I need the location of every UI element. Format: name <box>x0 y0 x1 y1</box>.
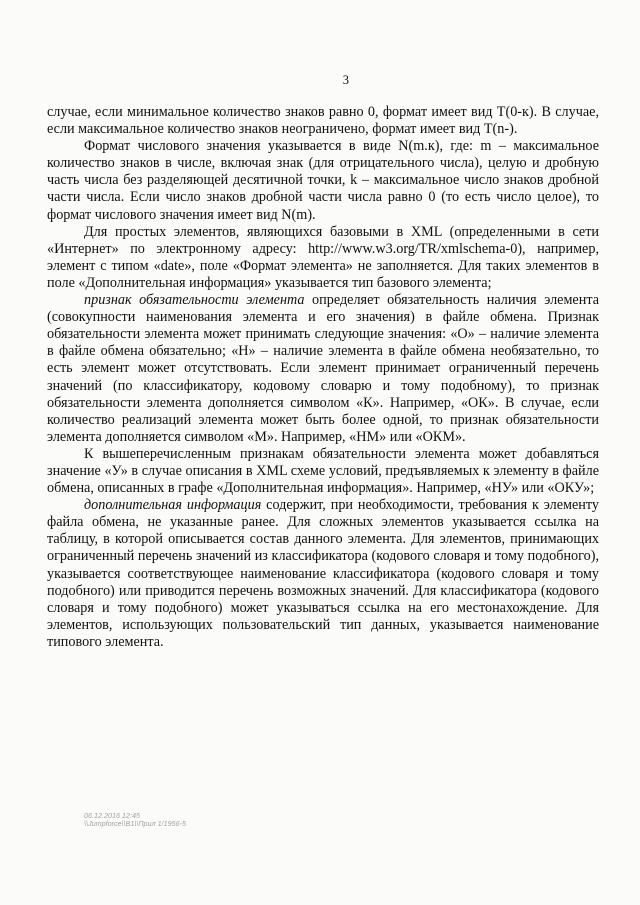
footer-file-path: \\Jumpforce\\В1\\Прил 1/1956-5 <box>84 819 186 829</box>
definition-additional-info: содержит, при необходимости, требования к элементу файла обмена, не указанные ранее. Для сложных элементов указывается ссылка на таблицу, в которой описывается состав данного элемента. Для элементов, принимающих ограниченный перечень значений из классификатора (кодового словаря и тому подобного), указывается соответствующее наименование классификатора (кодового словаря и тому подобного) или приводится перечень возможных значений. Для классификатора (кодового словаря и тому подобного) может указываться ссылка на его местонахождение. Для элементов, использующих пользовательский тип данных, указывается наименование типового элемента. <box>47 497 599 650</box>
paragraph-simple-elements: Для простых элементов, являющихся базовыми в XML (определенными в сети «Интернет» по электронному адресу: http://www.w3.org/TR/xmlschema-0), например, элемент с типом «date», поле «Формат элемента» не заполняется. Для таких элементов в поле «Дополнительная информация» указывается тип базового элемента; <box>47 223 599 291</box>
term-required-flag: признак обязательности элемента <box>84 292 305 309</box>
paragraph-conditional-flag: К вышеперечисленным признакам обязательности элемента может добавляться значение «У» в случае описания в XML схеме условий, предъявляемых к элементу в файле обмена, описанных в графе «Дополнительная информация». Например, «НУ» или «ОКУ»; <box>47 445 599 497</box>
document-body <box>47 104 599 651</box>
page-number: 3 <box>342 73 350 87</box>
footer-timestamp: 06.12.2016 12:45 <box>84 811 140 820</box>
paragraph-text-format-continuation: случае, если минимальное количество знаков равно 0, формат имеет вид T(0-к). В случае, если максимальное количество знаков неограничено, формат имеет вид T(n-). <box>47 104 599 138</box>
paragraph-number-format: Формат числового значения указывается в виде N(m.к), где: m – максимальное количество знаков в числе, включая знак (для отрицательного числа), целую и дробную часть числа без разделяющей десятичной точки, k – максимальное число знаков дробной части числа. Если число знаков дробной части числа равно 0 (то есть число целое), то формат числового значения имеет вид N(m). <box>47 138 599 223</box>
term-additional-info: дополнительная информация <box>84 497 262 514</box>
paragraph-additional-info <box>47 497 599 651</box>
definition-required-flag: определяет обязательность наличия элемента (совокупности наименования элемента и его значения) в файле обмена. Признак обязательности элемента может принимать следующие значения: «О» – наличие элемента в файле обмена обязательно; «Н» – наличие элемента в файле обмена необязательно, то есть элемент может отсутствовать. Если элемент принимает ограниченный перечень значений (по классификатору, кодовому словарю и тому подобному), то признак обязательности элемента дополняется символом «К». Например, «ОК». В случае, если количество реализаций элемента может быть более одной, то признак обязательности элемента дополняется символом «М». Например, «НМ» или «ОКМ». <box>47 292 599 445</box>
document-footer-stamp <box>84 812 304 829</box>
paragraph-required-flag <box>47 292 599 446</box>
